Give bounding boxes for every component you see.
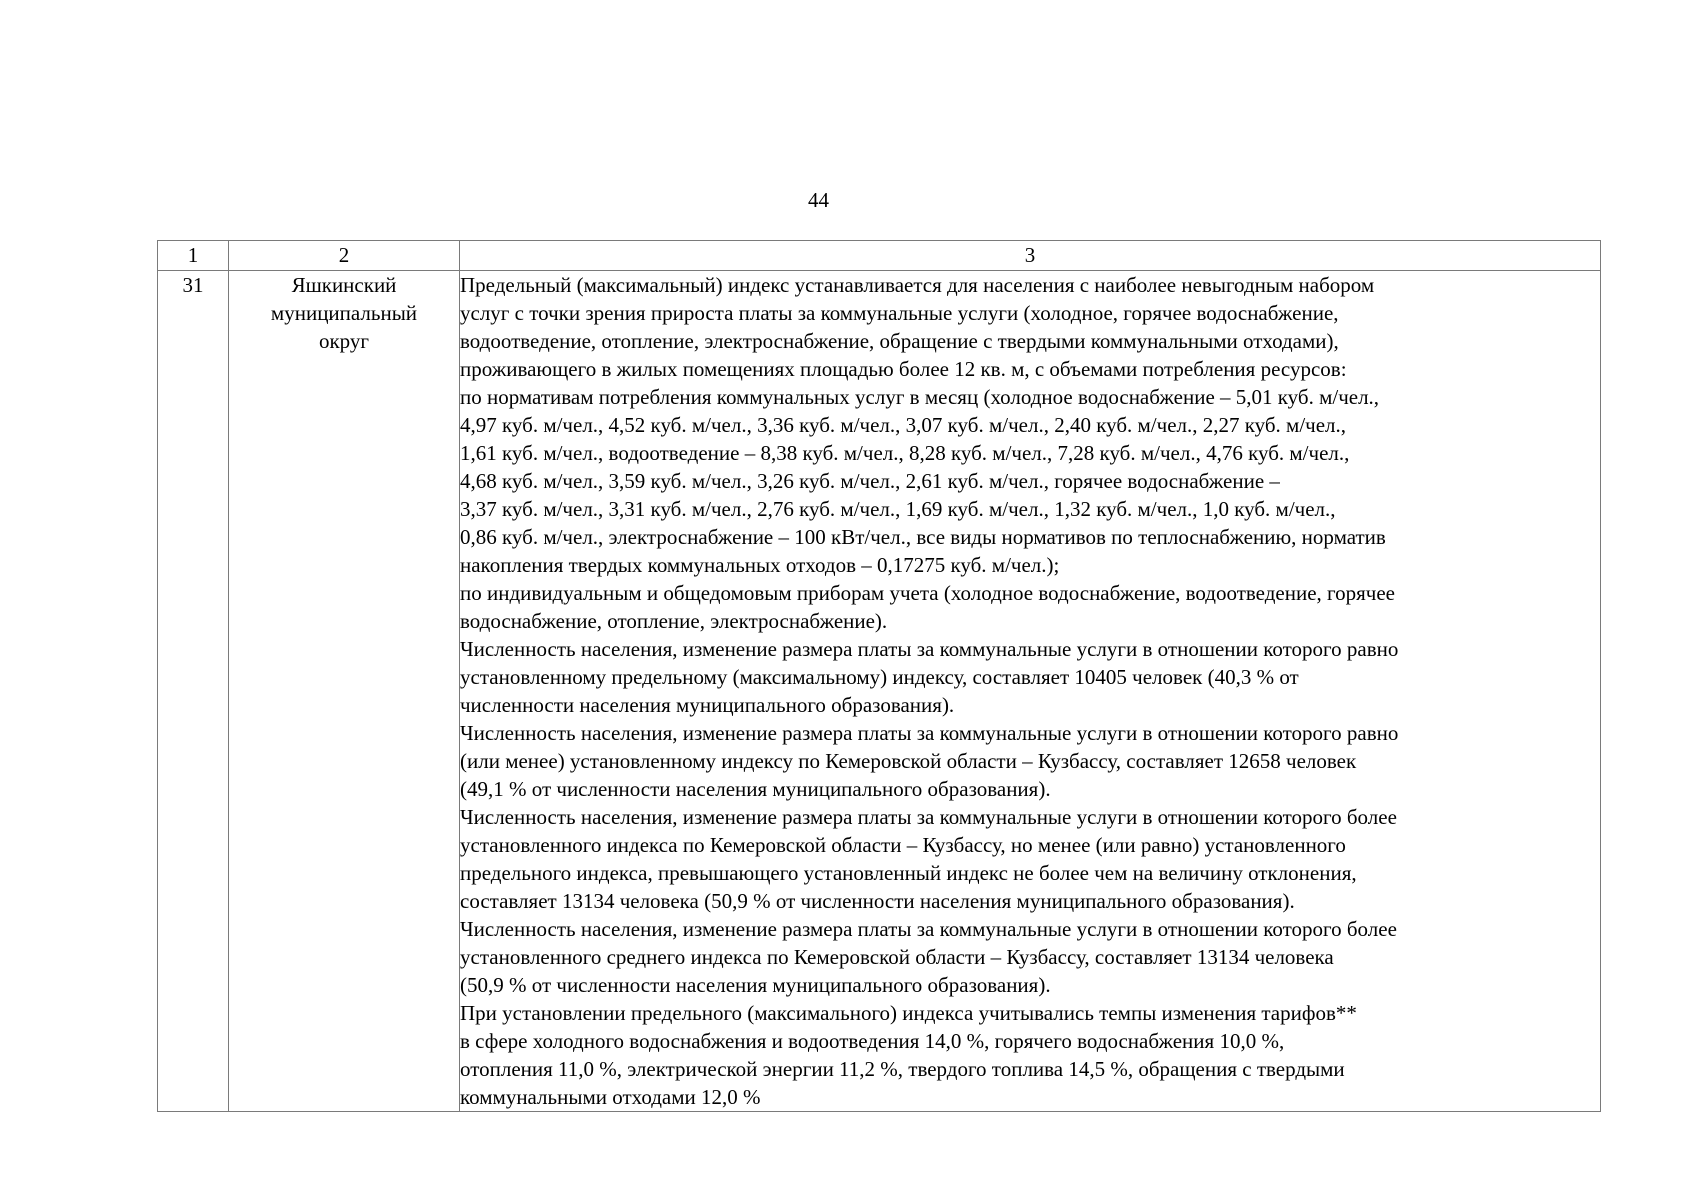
description-line: 4,68 куб. м/чел., 3,59 куб. м/чел., 3,26 куб. м/чел., 2,61 куб. м/чел., горячее водоснабжение – bbox=[460, 469, 1280, 493]
description-line: отопления 11,0 %, электрической энергии 11,2 %, твердого топлива 14,5 %, обращения с твердыми bbox=[460, 1057, 1345, 1081]
description-line: Предельный (максимальный) индекс устанавливается для населения с наиболее невыгодным набором bbox=[460, 273, 1375, 297]
description-line: Численность населения, изменение размера платы за коммунальные услуги в отношении которого более bbox=[460, 917, 1397, 941]
description-line: накопления твердых коммунальных отходов – 0,17275 куб. м/чел.); bbox=[460, 553, 1060, 577]
description-line: коммунальными отходами 12,0 % bbox=[460, 1085, 761, 1109]
description-line: (49,1 % от численности населения муниципального образования). bbox=[460, 777, 1051, 801]
description-line: в сфере холодного водоснабжения и водоотведения 14,0 %, горячего водоснабжения 10,0 %, bbox=[460, 1029, 1285, 1053]
description-line: составляет 13134 человека (50,9 % от численности населения муниципального образования). bbox=[460, 889, 1295, 913]
description-line: проживающего в жилых помещениях площадью более 12 кв. м, с объемами потребления ресурсов: bbox=[460, 357, 1347, 381]
description-line: При установлении предельного (максимального) индекса учитывались темпы изменения тарифов** bbox=[460, 1001, 1357, 1025]
description-line: (50,9 % от численности населения муниципального образования). bbox=[460, 973, 1051, 997]
description-line: 4,97 куб. м/чел., 4,52 куб. м/чел., 3,36 куб. м/чел., 3,07 куб. м/чел., 2,40 куб. м/чел., 2,27 куб. м/чел., bbox=[460, 413, 1347, 437]
description-line: Численность населения, изменение размера платы за коммунальные услуги в отношении которого равно bbox=[460, 637, 1399, 661]
district-name-line: муниципальный bbox=[270, 301, 418, 325]
description-line: водоотведение, отопление, электроснабжение, обращение с твердыми коммунальными отходами), bbox=[460, 329, 1339, 353]
description-line: Численность населения, изменение размера платы за коммунальные услуги в отношении которого равно bbox=[460, 721, 1399, 745]
index-description-cell bbox=[460, 271, 1601, 1112]
description-line: услуг с точки зрения прироста платы за коммунальные услуги (холодное, горячее водоснабжение, bbox=[460, 301, 1339, 325]
description-line: установленного индекса по Кемеровской области – Кузбассу, но менее (или равно) установленного bbox=[460, 833, 1346, 857]
district-name-cell bbox=[229, 271, 460, 1112]
table-header-row bbox=[158, 241, 1601, 271]
description-line: по индивидуальным и общедомовым приборам учета (холодное водоснабжение, водоотведение, горячее bbox=[460, 581, 1395, 605]
description-line: (или менее) установленному индексу по Кемеровской области – Кузбассу, составляет 12658 человек bbox=[460, 749, 1357, 773]
description-line: Численность населения, изменение размера платы за коммунальные услуги в отношении которого более bbox=[460, 805, 1397, 829]
description-line: 3,37 куб. м/чел., 3,31 куб. м/чел., 2,76 куб. м/чел., 1,69 куб. м/чел., 1,32 куб. м/чел., 1,0 куб. м/чел., bbox=[460, 497, 1336, 521]
district-name-line: округ bbox=[318, 329, 370, 353]
column-header-2: 2 bbox=[229, 241, 460, 271]
index-table bbox=[157, 240, 1601, 1112]
description-line: водоснабжение, отопление, электроснабжение). bbox=[460, 609, 888, 633]
district-name-line: Яшкинский bbox=[291, 273, 397, 297]
description-line: 0,86 куб. м/чел., электроснабжение – 100 кВт/чел., все виды нормативов по теплоснабжению, норматив bbox=[460, 525, 1386, 549]
table-row bbox=[158, 271, 1601, 1112]
description-line: 1,61 куб. м/чел., водоотведение – 8,38 куб. м/чел., 8,28 куб. м/чел., 7,28 куб. м/чел., 4,76 куб. м/чел., bbox=[460, 441, 1350, 465]
page-number: 44 bbox=[808, 188, 829, 212]
description-line: численности населения муниципального образования). bbox=[460, 693, 955, 717]
description-line: установленного среднего индекса по Кемеровской области – Кузбассу, составляет 13134 человека bbox=[460, 945, 1334, 969]
row-number: 31 bbox=[158, 271, 229, 1112]
description-line: предельного индекса, превышающего установленный индекс не более чем на величину отклонения, bbox=[460, 861, 1357, 885]
column-header-1: 1 bbox=[158, 241, 229, 271]
column-header-3: 3 bbox=[460, 241, 1601, 271]
description-line: по нормативам потребления коммунальных услуг в месяц (холодное водоснабжение – 5,01 куб. м/чел., bbox=[460, 385, 1380, 409]
description-line: установленному предельному (максимальному) индексу, составляет 10405 человек (40,3 % от bbox=[460, 665, 1299, 689]
